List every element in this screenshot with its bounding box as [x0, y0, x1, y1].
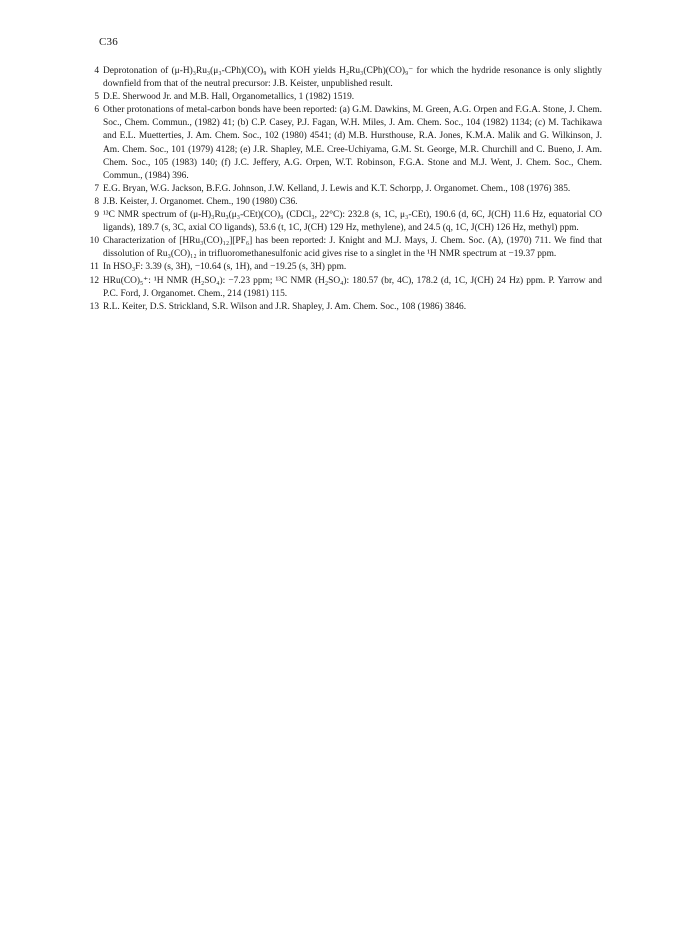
reference-text: Characterization of [HRu₃(CO)₁₂][PF₆] has been reported: J. Knight and M.J. Mays, J. Chem. Soc. (A), (1970) 711. We find that dissolution of Ru₃(CO)₁₂ in trifluoromethanesulfonic acid gives rise to a singlet in the ¹H NMR spectrum at −19.37 ppm. — [103, 236, 602, 260]
reference-item — [82, 235, 602, 261]
reference-text: HRu(CO)₅⁺: ¹H NMR (H₂SO₄): −7.23 ppm; ¹³C NMR (H₂SO₄): 180.57 (br, 4C), 178.2 (d, 1C, J(CH) 24 Hz) ppm. P. Yarrow and P.C. Ford, J. Organomet. Chem., 214 (1981) 115. — [103, 275, 602, 299]
reference-item — [82, 275, 602, 301]
reference-text: E.G. Bryan, W.G. Jackson, B.F.G. Johnson, J.W. Kelland, J. Lewis and K.T. Schorpp, J. Organomet. Chem., 108 (1976) 385. — [103, 183, 571, 194]
reference-number: 6 — [94, 105, 99, 116]
reference-text: R.L. Keiter, D.S. Strickland, S.R. Wilson and J.R. Shapley, J. Am. Chem. Soc., 108 (1986) 3846. — [103, 301, 467, 312]
reference-number: 13 — [89, 301, 99, 312]
reference-item — [82, 104, 602, 183]
reference-number: 11 — [89, 262, 99, 273]
reference-item — [82, 65, 602, 91]
reference-item — [82, 301, 602, 314]
reference-list — [82, 65, 602, 314]
reference-item — [82, 196, 602, 209]
reference-text: Other protonations of metal-carbon bonds have been reported: (a) G.M. Dawkins, M. Green, A.G. Orpen and F.G.A. Stone, J. Chem. Soc., Chem. Commun., (1982) 41; (b) C.P. Casey, P.J. Fagan, W.H. Miles, J. Am. Chem. Soc., 104 (1982) 1134; (c) M. Tachikawa and E.L. Muetterties, J. Am. Chem. Soc., 102 (1980) 4541; (d) M.B. Hursthouse, R.A. Jones, K.M.A. Malik and G. Wilkinson, J. Am. Chem. Soc., 101 (1979) 4128; (e) J.R. Shapley, M.E. Cree-Uchiyama, G.M. St. George, M.R. Churchill and C. Bueno, J. Am. Chem. Soc., 105 (1983) 140; (f) J.C. Jeffery, A.G. Orpen, W.T. Robinson, F.G.A. Stone and M.J. Went, J. Chem. Soc., Chem. Commun., (1984) 396. — [103, 105, 602, 181]
reference-number: 5 — [94, 92, 99, 103]
reference-number: 12 — [89, 275, 99, 286]
reference-number: 7 — [94, 183, 99, 194]
reference-item — [82, 91, 602, 104]
reference-number: 4 — [94, 66, 99, 76]
reference-text: ¹³C NMR spectrum of (μ-H)₃Ru₃(μ₃-CEt)(CO)₉ (CDCl₃, 22°C): 232.8 (s, 1C, μ₃-CEt), 190.6 (d, 6C, J(CH) 11.6 Hz, equatorial CO ligands), 189.7 (s, 3C, axial CO ligands), 53.6 (t, 1C, J(CH) 129 Hz, methylene), and 24.5 (q, 1C, J(CH) 126 Hz, methyl) ppm. — [103, 210, 602, 234]
reference-text: J.B. Keister, J. Organomet. Chem., 190 (1980) C36. — [103, 196, 298, 207]
page-header: C36 — [99, 36, 118, 48]
reference-number: 10 — [89, 236, 99, 247]
reference-text: D.E. Sherwood Jr. and M.B. Hall, Organometallics, 1 (1982) 1519. — [103, 92, 355, 103]
reference-item — [82, 261, 602, 274]
reference-number: 9 — [94, 210, 99, 221]
reference-text: Deprotonation of (μ-H)₃Ru₃(μ₃-CPh)(CO)₉ with KOH yields H₂Ru₃(CPh)(CO)₉⁻ for which the hydride resonance is only slightly downfield from that of the neutral precursor: J.B. Keister, unpublished result. — [103, 66, 602, 90]
reference-text: In HSO₃F: 3.39 (s, 3H), −10.64 (s, 1H), and −19.25 (s, 3H) ppm. — [103, 262, 347, 273]
reference-number: 8 — [94, 196, 99, 207]
reference-item — [82, 183, 602, 196]
reference-item — [82, 209, 602, 235]
